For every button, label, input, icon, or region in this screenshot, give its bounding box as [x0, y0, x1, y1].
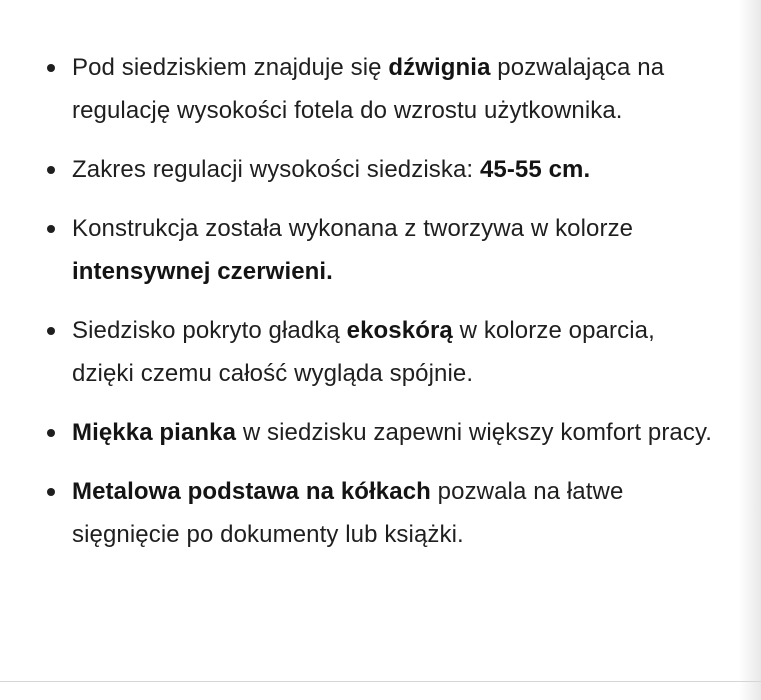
feature-highlight: ekoskórą — [346, 317, 453, 344]
feature-highlight: intensywnej czerwieni. — [72, 258, 333, 285]
feature-text: Zakres regulacji wysokości siedziska: — [72, 156, 480, 183]
bullet-dot — [47, 64, 55, 72]
feature-text: Siedzisko pokryto gładką — [72, 317, 347, 344]
divider — [0, 681, 761, 682]
feature-item — [0, 148, 720, 191]
bullet-dot — [47, 327, 55, 335]
bullet-dot — [47, 429, 55, 437]
bullet-dot — [47, 225, 55, 233]
feature-highlight: dźwignia — [388, 54, 491, 81]
feature-item — [0, 207, 720, 293]
feature-highlight: 45-55 cm. — [479, 156, 591, 183]
feature-text: Pod siedziskiem znajduje się — [72, 54, 389, 81]
page-edge-shadow — [739, 0, 761, 700]
feature-list — [0, 46, 720, 572]
feature-text: pozwalająca na regulację wysokości fotela do wzrostu użytkownika. — [72, 54, 665, 124]
feature-item — [0, 470, 720, 556]
bullet-dot — [47, 488, 55, 496]
feature-highlight: Metalowa podstawa na kółkach — [72, 478, 431, 505]
feature-text: w kolorze oparcia, dzięki czemu całość wygląda spójnie. — [72, 317, 655, 387]
feature-item — [0, 46, 720, 132]
feature-text: pozwala na łatwe sięgnięcie po dokumenty lub książki. — [72, 478, 624, 548]
feature-item — [0, 309, 720, 395]
feature-text: w siedzisku zapewni większy komfort pracy. — [236, 419, 713, 446]
feature-text: Konstrukcja została wykonana z tworzywa w kolorze — [72, 215, 634, 242]
bullet-dot — [47, 166, 55, 174]
feature-item — [0, 411, 720, 454]
feature-highlight: Miękka pianka — [72, 419, 237, 446]
